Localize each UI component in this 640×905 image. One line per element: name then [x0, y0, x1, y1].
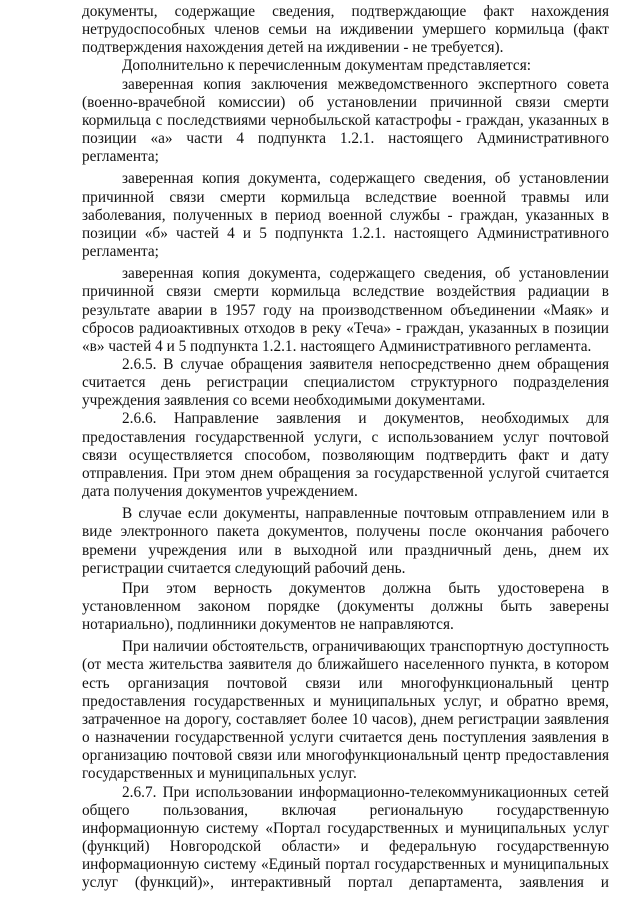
text-line: позиции «а» части 4 подпункта 1.2.1. настоящего Административного [82, 130, 609, 148]
text-line: 2.6.6. Направление заявления и документов, необходимых для [122, 410, 609, 428]
text-line: заверенная копия заключения межведомственного экспертного совета [122, 75, 609, 93]
paragraph-p8 [82, 505, 609, 578]
paragraph-p4 [82, 170, 609, 261]
text-line: учреждения заявления со всеми необходимыми документами. [82, 392, 486, 410]
text-line: услуг (функций)», интерактивный портал департамента, заявления и [82, 874, 609, 892]
text-line: есть организация почтовой связи или многофункциональный центр [82, 674, 609, 692]
text-line: отправления. При этом днем обращения за государственной услугой считается [82, 464, 609, 482]
paragraph-p7 [82, 410, 609, 501]
text-line: предоставления государственных и муниципальных услуг, и обратно время, [82, 692, 609, 710]
paragraph-p1 [82, 3, 609, 57]
text-line: регистрации считается следующий рабочий день. [82, 559, 406, 577]
text-line: сбросов радиоактивных отходов в реку «Теча» - граждан, указанных в позиции [82, 319, 609, 337]
paragraph-p5 [82, 265, 609, 356]
text-line: «в» частей 4 и 5 подпункта 1.2.1. настоящего Административного регламента. [82, 337, 592, 355]
text-line: времени учреждения или в выходной или праздничный день, днем их [82, 541, 609, 559]
text-line: 2.6.5. В случае обращения заявителя непосредственно днем обращения [122, 355, 609, 373]
text-line: информационную систему «Единый портал государственных и муниципальных [82, 856, 609, 874]
text-line: (от места жительства заявителя до ближайшего населенного пункта, в котором [82, 656, 609, 674]
paragraph-p2 [82, 57, 609, 75]
text-line: Дополнительно к перечисленным документам представляется: [122, 57, 531, 75]
text-line: дата получения документов учреждением. [82, 483, 358, 501]
text-line: затраченное на дорогу, составляет более 10 часов), днем регистрации заявления [82, 710, 609, 728]
text-line: государственных и муниципальных услуг. [82, 765, 357, 783]
text-line: подтверждения нахождения детей на иждивении - не требуется). [82, 39, 504, 57]
document-page [82, 0, 609, 893]
text-line: регламента; [82, 148, 159, 166]
text-line: организацию почтовой связи или многофункциональный центр предоставления [82, 747, 609, 765]
text-line: считается день регистрации специалистом структурного подразделения [82, 374, 609, 392]
text-line: регламента; [82, 243, 159, 261]
text-line: установленном законом порядке (документы должны быть заверены [82, 598, 609, 615]
text-line: В случае если документы, направленные почтовым отправлением или в [122, 505, 609, 523]
text-line: заболевания, полученных в период военной службы - граждан, указанных в [82, 206, 609, 224]
paragraph-p3 [82, 76, 609, 167]
paragraph-p10 [82, 638, 609, 783]
text-line: информационную систему «Портал государственных и муниципальных услуг [82, 819, 609, 837]
text-line: о назначении государственной услуги считается день поступления заявления в [82, 729, 609, 747]
text-line: виде электронного пакета документов, получены после окончания рабочего [82, 523, 609, 541]
text-line: заверенная копия документа, содержащего сведения, об установлении [122, 170, 609, 188]
text-line: связи осуществляется способом, позволяющим подтвердить факт и дату [82, 446, 609, 464]
text-line: (функций) Новгородской области» и федеральную государственную [82, 838, 609, 856]
text-line: причинной связи смерти кормильца вследствие воздействия радиации в [82, 283, 609, 301]
text-line: причинной связи смерти кормильца вследствие военной травмы или [82, 188, 609, 206]
paragraph-p9 [82, 580, 609, 634]
text-line: документы, содержащие сведения, подтверждающие факт нахождения [82, 3, 609, 20]
text-line: позиции «б» частей 4 и 5 подпункта 1.2.1. настоящего Административного [82, 224, 609, 242]
text-line: результате аварии в 1957 году на производственном объединении «Маяк» и [82, 301, 609, 319]
text-line: предоставления государственной услуги, с использованием услуг почтовой [82, 428, 609, 446]
text-line: При этом верность документов должна быть удостоверена в [122, 579, 609, 597]
text-line: заверенная копия документа, содержащего сведения, об установлении [122, 265, 609, 283]
paragraph-p6 [82, 356, 609, 410]
text-line: нотариально), подлинники документов не направляются. [82, 616, 454, 634]
text-line: кормильца с последствиями чернобыльской катастрофы - граждан, указанных в [82, 111, 609, 129]
text-line: нетрудоспособных членов семьи на иждивении умершего кормильца (факт [82, 21, 609, 39]
text-line: (военно-врачебной комиссии) об установлении причинной связи смерти [82, 93, 609, 111]
text-line: 2.6.7. При использовании информационно-телекоммуникационных сетей [122, 783, 609, 801]
text-line: общего пользования, включая региональную государственную [82, 801, 609, 819]
text-line: При наличии обстоятельств, ограничивающих транспортную доступность [122, 638, 609, 656]
paragraph-p11 [82, 784, 609, 893]
